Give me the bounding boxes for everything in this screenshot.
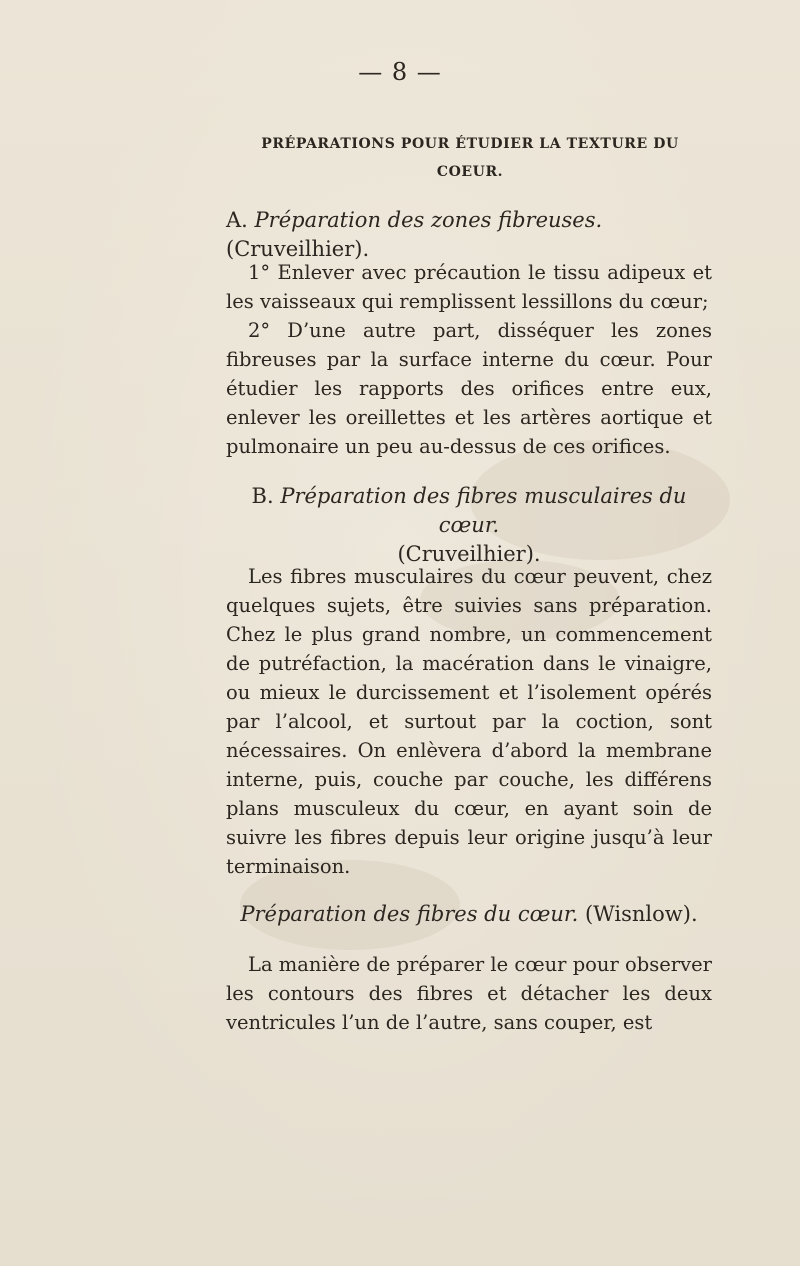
heading-label: A.	[226, 208, 248, 232]
paragraph-fibres-coeur: La manière de préparer le cœur pour observer les contours des fibres et détacher les deux ventricules l’un de l’autre, sans couper, est	[226, 953, 712, 1034]
page-number: — 8 —	[358, 58, 442, 86]
heading-author: (Cruveilhier).	[397, 542, 541, 566]
section-title-line2: COEUR.	[436, 164, 504, 180]
section-title-line1: PRÉPARATIONS POUR ÉTUDIER LA TEXTURE DU	[261, 136, 679, 152]
paragraph-step-2: 2° D’une autre part, disséquer les zones fibreuses par la surface interne du cœur. Pour étudier les rapports des orifices entre eux, enlever les oreillettes et les artères aortique et pulmonaire un peu au-dessus de ces orifices.	[226, 319, 712, 458]
paragraph-fibres-musculaires: Les fibres musculaires du cœur peuvent, chez quelques sujets, être suivies sans préparation. Chez le plus grand nombre, un commencement de putréfaction, la macération dans le vinaigre, ou mieux le durcissement et l’isolement opérés par l’alcool, et surtout par la coction, sont nécessaires. On enlèvera d’abord la membrane interne, puis, couche par couche, les différens plans musculeux du cœur, en ayant soin de suivre les fibres depuis leur origine jusqu’à leur terminaison.	[226, 565, 712, 878]
heading-fibres-coeur	[226, 900, 712, 929]
heading-fibres-musculaires	[226, 482, 712, 569]
heading-zones-fibreuses	[226, 206, 726, 264]
heading-title: Préparation des fibres musculaires du cœur.	[280, 484, 687, 537]
heading-author: (Cruveilhier).	[226, 237, 370, 261]
heading-label: B.	[251, 484, 274, 508]
section-title	[240, 130, 700, 186]
paragraph-step-1: 1° Enlever avec précaution le tissu adipeux et les vaisseaux qui remplissent lessillons du cœur;	[226, 261, 712, 313]
heading-author: (Wisnlow).	[584, 902, 698, 926]
heading-title: Préparation des fibres du cœur.	[240, 902, 579, 926]
heading-title: Préparation des zones fibreuses.	[254, 208, 603, 232]
